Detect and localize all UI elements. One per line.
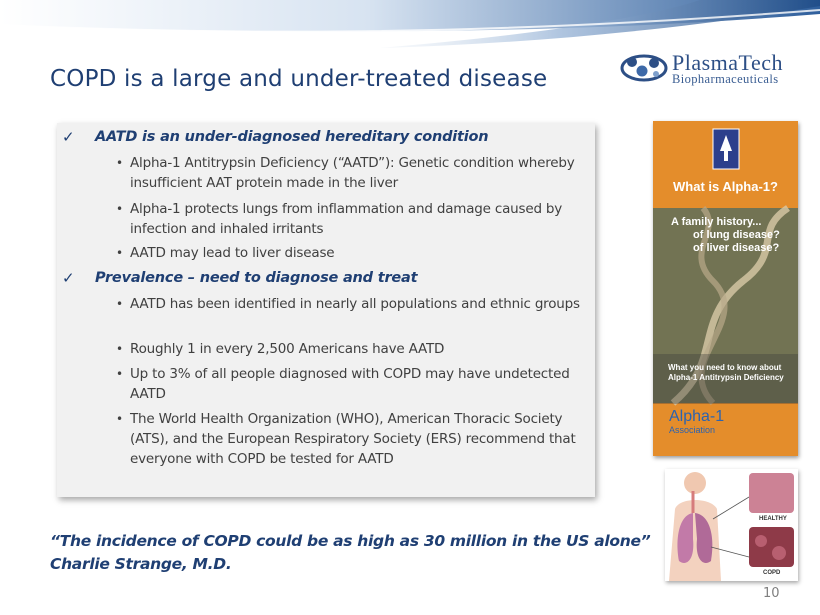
checkmark-icon: ✓ [62, 269, 75, 287]
bullet-text: Roughly 1 in every 2,500 Americans have AATD [130, 341, 445, 357]
bullet-icon: • [116, 202, 124, 216]
bullet-icon: • [116, 342, 124, 356]
checkmark-icon: ✓ [62, 128, 75, 146]
brochure-question-line: A family history... [671, 216, 762, 228]
bullet-text: Alpha-1 Antitrypsin Deficiency (“AATD”): Genetic condition whereby insufficient AAT protein made in the liver [130, 155, 575, 191]
bullet-icon: • [116, 367, 124, 381]
bullet-text: AATD has been identified in nearly all populations and ethnic groups [130, 296, 580, 312]
brochure-title: What is Alpha-1? [673, 179, 778, 194]
section-heading: Prevalence – need to diagnose and treat [95, 270, 418, 286]
brochure-brand: Alpha-1 [669, 408, 725, 425]
bullet-text: The World Health Organization (WHO), American Thoracic Society (ATS), and the European Respiratory Society (ERS) recommend that everyone with COPD be tested for AATD [130, 411, 576, 467]
bullet-icon: • [116, 246, 124, 260]
brochure-brand-sub: Association [669, 425, 716, 435]
copd-label: COPD [763, 570, 781, 576]
quote-block [50, 530, 650, 576]
lungs-artwork [665, 469, 798, 581]
brochure-question [671, 216, 793, 255]
quote-author: Charlie Strange, M.D. [50, 555, 232, 573]
bullet-text: Alpha-1 protects lungs from inflammation and damage caused by infection and inhaled irritants [130, 201, 563, 237]
brochure-need-to-know: What you need to know about Alpha-1 Antitrypsin Deficiency [668, 363, 784, 382]
page-title: COPD is a large and under-treated disease [50, 66, 548, 92]
logo-name: PlasmaTech [672, 50, 783, 75]
bullet-text: AATD may lead to liver disease [130, 245, 335, 261]
brochure-question-line: of lung disease? [693, 229, 780, 241]
page-number: 10 [763, 586, 780, 601]
healthy-label: HEALTHY [759, 516, 787, 522]
section-heading: AATD is an under-diagnosed hereditary condition [95, 129, 489, 145]
brochure-artwork [653, 121, 798, 456]
alpha1-brochure-image [653, 121, 798, 456]
bullet-icon: • [116, 156, 124, 170]
brochure-question-line: of liver disease? [693, 242, 780, 254]
plasmatech-logo [620, 50, 815, 86]
quote-text: “The incidence of COPD could be as high as 30 million in the US alone” [50, 532, 651, 550]
logo-subtitle: Biopharmaceuticals [672, 72, 779, 86]
plasmatech-logo-icon [620, 52, 668, 84]
lungs-illustration [665, 469, 798, 581]
bullet-icon: • [116, 412, 124, 426]
bullet-icon: • [116, 297, 124, 311]
bullet-text: Up to 3% of all people diagnosed with COPD may have undetected AATD [130, 366, 570, 402]
